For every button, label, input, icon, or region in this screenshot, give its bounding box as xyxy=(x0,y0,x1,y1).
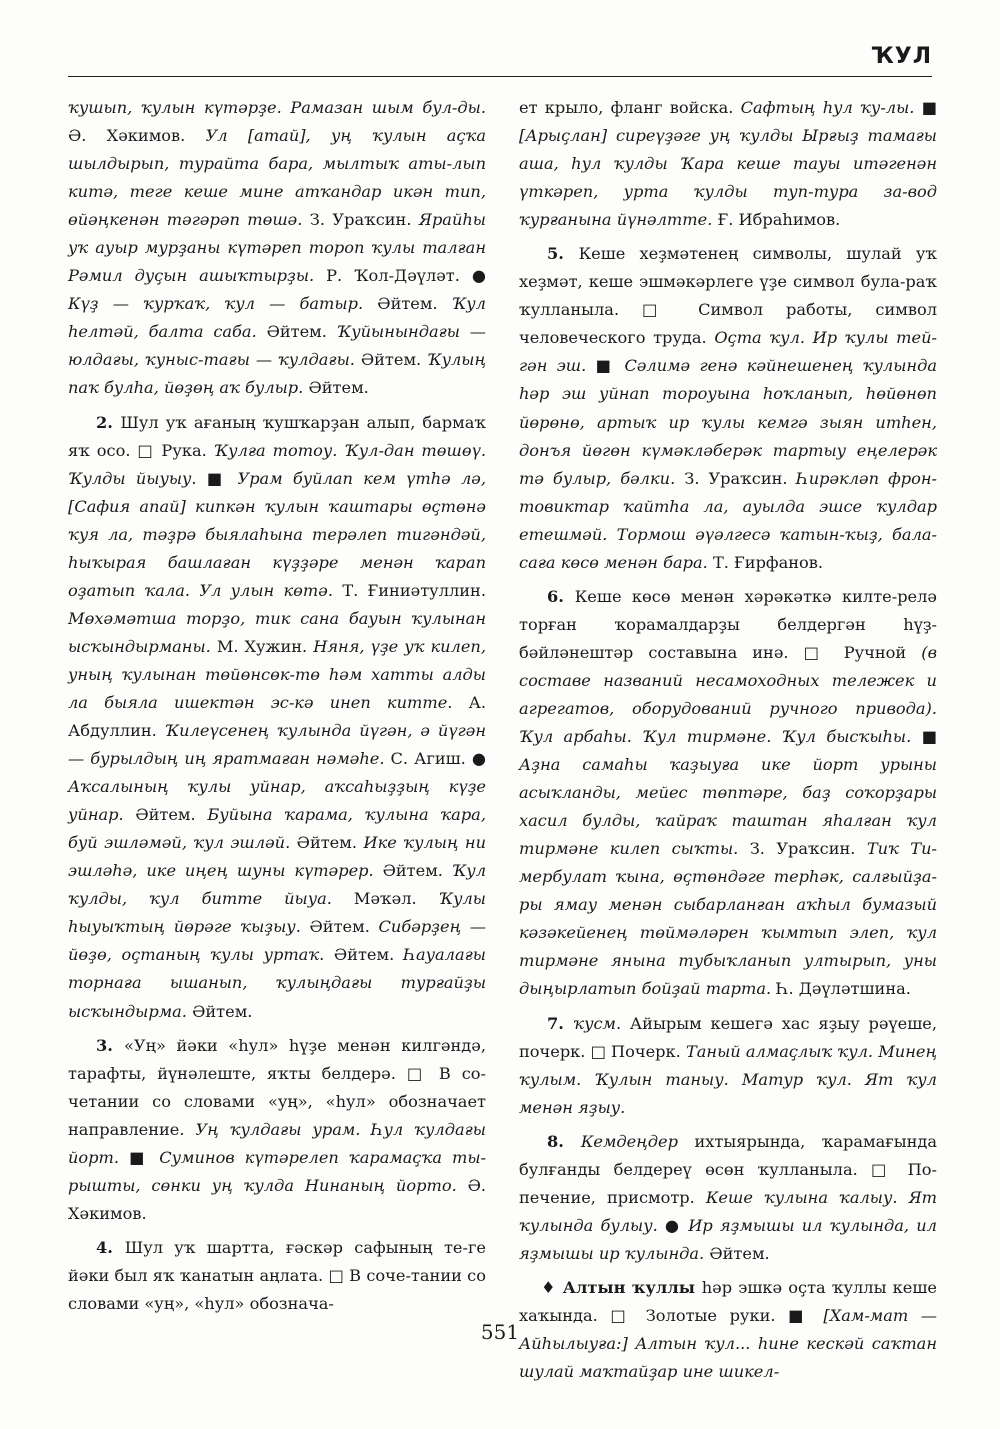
example-text: Кемдеңдер xyxy=(580,1131,678,1151)
sense-number: Алтын ҡуллы xyxy=(562,1277,695,1297)
dictionary-paragraph xyxy=(519,94,937,234)
definition-text: З. Ураҡсин. xyxy=(749,839,856,859)
definition-text: Ә. Хәкимов. xyxy=(68,126,186,146)
definition-text: Т. Ғирфанов. xyxy=(712,552,824,572)
example-text: Суминов күтәрелеп ҡарамаҫҡа ты-рышты, сөнки уң ҡулда Нинаның йорто. xyxy=(68,1147,487,1195)
definition-text: ■ xyxy=(921,727,937,747)
example-text: Ҡулың паҡ булһа, йөҙөң аҡ булыр. xyxy=(68,350,487,398)
example-text: Һауалағы торнаға ышанып, ҡулыңдағы турғайҙы ысҡындырма. xyxy=(68,945,486,1021)
example-text: Няня, үҙе уҡ килеп, уның ҡулынан төйөнсөк-тө һәм хатты алды ла быяла ишектән эс-кә инеп китте. xyxy=(68,636,487,712)
definition-text: З. Ураҡсин. xyxy=(309,210,412,230)
page-number: 551 xyxy=(480,1320,520,1344)
example-text: [Хам-мат — Айһылыуға:] Алтын ҡул... һине кескәй саҡтан шулай маҡтайҙар ине шикел- xyxy=(519,1305,937,1382)
example-text: Ҡуйынындағы — юлдағы, ҡуныс-тағы — ҡулдағы. xyxy=(68,322,486,370)
example-text: Мөхәмәтша торҙо, тик сана бауын ҡулынан ысҡындырманы. xyxy=(68,608,486,656)
example-text: Сибәрҙең — йөҙө, оҫтаның ҡулы уртаҡ. xyxy=(68,917,486,965)
example-text: Буйына ҡарама, ҡулына ҡара, буй эшләмәй, ҡул эшләй. xyxy=(68,805,486,853)
definition-text: Ә. Хәкимов. xyxy=(68,1175,486,1223)
definition-text: А. Абдуллин. xyxy=(68,692,486,741)
definition-text: ет крыло, фланг войска. xyxy=(519,98,734,117)
definition-text: С. Агиш. ● xyxy=(390,749,486,769)
example-text: Ҡилеүсенең ҡулында йүгән, ә йүгән — бурылдың иң яратмаған нәмәһе. xyxy=(68,721,486,769)
example-text: Таный алмаҫлыҡ ҡул. Минең ҡулым. Ҡулын таныу. Матур ҡул. Ят ҡул менән яҙыу. xyxy=(519,1041,937,1117)
definition-text: ихтыярында, ҡарамағында булғанды белдереү өсөн ҡулланыла. □ По-печение, присмотр. xyxy=(519,1131,938,1207)
sense-number: 3. xyxy=(96,1035,113,1055)
example-text: (в составе названий несамоходных тележек и агрегатов, оборудований ручного привода). xyxy=(519,642,937,718)
example-text: Сәлимә генә кәйнешенең ҡулында һәр эш уйнап тороуына һоҡланып, һөйөнөп йөрөнө, артыҡ ир ҡулы кемгә зыян итһен, донъя йөгөн күмәкләберәк тартыу еңелерәк тә булыр, бәлки. xyxy=(519,356,937,488)
definition-text: Һ. Дәүләтшина. xyxy=(776,979,911,999)
definition-text: Т. Ғиниәтуллин. xyxy=(342,580,486,600)
example-text: Аҙна самаһы ҡаҙыуға ике йорт урыны асыҡланды, мейес төптәре, баҙ соҡорҙары хасил булды, ҡайраҡ таштан яһалған ҡул тирмәне килеп сыҡты. xyxy=(519,755,937,859)
example-text: Кеше ҡулына ҡалыу. Ят ҡулында булыу. xyxy=(519,1187,937,1235)
left-column xyxy=(68,94,486,1324)
example-text: Ҡулға тотоу. Ҡул-дан төшөү. Ҡулды йыуыу. xyxy=(68,440,486,488)
example-text: Ярайһы уҡ ауыр мурҙаны күтәреп тороп ҡулы талған Рәмил дуҫын ашыҡтырҙы. xyxy=(68,210,486,286)
dictionary-paragraph xyxy=(68,1032,486,1228)
example-text: Урам буйлап кем үтһә лә, [Сафия апай] кипкән ҡулын ҡаштары өҫтөнә ҡуя ла, тәҙрә быялаһына терәлеп тигәндәй, һыҡырая башлаған күҙҙәре менән ҡарап оҙатып ҡала. Ул улын көтә. xyxy=(68,468,487,600)
definition-text: Әйтем. xyxy=(266,322,327,342)
definition-text: ■ xyxy=(129,1147,150,1167)
dictionary-paragraph xyxy=(519,1128,937,1268)
dictionary-paragraph xyxy=(68,409,486,1026)
definition-text: Айырым кешегә хас яҙыу рәүеше, почерк. □ Почерк. xyxy=(519,1013,937,1061)
example-text: Аҡсалының ҡулы уйнар, аҡсаһыҙҙың күҙе уйнар. xyxy=(68,777,486,825)
definition-text: Әйтем. xyxy=(296,833,358,853)
example-text: Тиҡ Ти-мербулат ҡына, өҫтөндәге терһәк, салғыйҙа-ры ямау менән сыбарланған аҡһыл бумазый кәзәкейенең төймәләрен ҡымтып элеп, ҡул тирмәне янына тубыҡланып ултырып, уны дыңырлатып бойҙай тарта. xyxy=(519,839,937,999)
definition-text: Р. Ҡол-Дәүләт. ● xyxy=(326,266,486,286)
example-text: Оҫта ҡул. Ир ҡулы тей-гән эш. xyxy=(519,328,937,376)
dictionary-paragraph xyxy=(68,1234,486,1318)
definition-text: Әйтем. xyxy=(709,1243,770,1263)
example-text: Ике ҡулың ни эшләһә, ике иңең шуны күтәрер. xyxy=(68,833,487,881)
definition-text: Мәҡәл. xyxy=(353,889,417,909)
example-text: Ҡулы һыуыҡтың йөрәге ҡыҙыу. xyxy=(68,889,486,937)
dictionary-paragraph xyxy=(519,240,937,577)
definition-text: «Уң» йәки «һул» һүҙе менән килгәндә, тарафты, йүнәлеште, яҡты белдерә. □ В со-четании со словами «уң», «һул» обозначает направление. xyxy=(68,1035,486,1139)
example-text: [Арыҫлан] сиреүҙәге уң ҡулды Ырғыҙ тамағы аша, һул ҡулды Ҡара кеше тауы итәгенән үткәреп, урта ҡулды туп-тура за-вод ҡурғанына йүнәлтте. xyxy=(519,126,937,230)
sense-number: 4. xyxy=(96,1237,113,1257)
definition-text: Әйтем. xyxy=(308,378,369,398)
definition-text: Кеше көсө менән хәрәкәткә килте-релә торған ҡорамалдарҙы белдергән һүҙ-бәйләнештәр составына инә. □ Ручной xyxy=(519,586,938,662)
example-text: Күҙ — ҡурҡаҡ, ҡул — батыр. xyxy=(68,294,364,314)
running-head: ҠУЛ xyxy=(871,44,932,69)
sense-number: 6. xyxy=(547,586,564,606)
definition-text: ● xyxy=(664,1215,682,1235)
example-text: ҡусм. xyxy=(573,1013,622,1033)
definition-text: М. Хужин. xyxy=(216,636,308,656)
definition-text: Әйтем. xyxy=(135,805,196,825)
sense-number: 5. xyxy=(547,244,564,264)
sense-number: 8. xyxy=(547,1131,564,1151)
definition-text: һәр эшкә оҫта ҡуллы кеше хаҡында. □ Золотые руки. ■ xyxy=(519,1277,937,1325)
definition-text: Ғ. Ибраһимов. xyxy=(717,210,841,230)
definition-text: З. Ураҡсин. xyxy=(684,468,788,488)
definition-text: Кеше хеҙмәтенең символы, шулай уҡ хеҙмәт, кеше эшмәкәрлеге үҙе символ була-раҡ ҡулланыла. □ Символ работы, символ человеческого труда. xyxy=(519,244,937,348)
definition-text: Әйтем. xyxy=(360,350,422,370)
sense-number: 2. xyxy=(96,412,113,432)
definition-text: ♦ xyxy=(541,1277,557,1297)
definition-text: Шул уҡ шартта, ғәскәр сафының те-ге йәки был яҡ ҡанатын аңлата. □ В соче-тании со словами «уң», «һул» обознача- xyxy=(68,1237,487,1313)
definition-text: ■ xyxy=(595,356,616,376)
definition-text: Әйтем. xyxy=(192,1001,253,1021)
example-text: Ҡул арбаһы. Ҡул тирмәне. Ҡул бысҡыһы. xyxy=(519,727,912,747)
dictionary-paragraph xyxy=(519,1010,937,1122)
example-text: Ҡул һелтәй, балта саба. xyxy=(68,294,486,342)
definition-text: ■ xyxy=(921,98,938,117)
definition-text: Шул уҡ ағаның ҡушҡарҙан алып, бармаҡ яҡ осо. □ Рука. xyxy=(68,412,486,460)
example-text: Ул [атай], уң ҡулын аҫҡа шылдырып, турайта бара, мылтыҡ аты-лып китә, теге кеше мине атҡандар икән тип, өйәңкенән тәгәрәп төшә. xyxy=(68,126,486,230)
definition-text: Әйтем. xyxy=(382,861,443,881)
dictionary-paragraph xyxy=(519,583,937,1004)
definition-text: ■ xyxy=(206,468,228,488)
sense-number: 7. xyxy=(547,1013,564,1033)
definition-text: Әйтем. xyxy=(333,945,395,965)
page-header xyxy=(68,38,932,77)
example-text: Һирәкләп фрон-товиктар ҡайтһа ла, ауылда эшсе ҡулдар етешмәй. Тормош әүәлгесә ҡатын-ҡыҙ, бала-саға көсө менән бара. xyxy=(519,468,937,572)
dictionary-paragraph xyxy=(68,94,486,403)
example-text: Ир яҙмышы ил ҡулында, ил яҙмышы ир ҡулында. xyxy=(519,1215,937,1263)
example-text: Уң ҡулдағы урам. Һул ҡулдағы йорт. xyxy=(68,1119,486,1167)
definition-text: Әйтем. xyxy=(309,917,370,937)
example-text: Сафтың һул ҡу-лы. xyxy=(740,98,915,117)
definition-text: Әйтем. xyxy=(377,294,438,314)
example-text: ҡушып, ҡулын күтәрҙе. Рамазан шым бул-ды. xyxy=(68,98,486,117)
example-text: Ҡул ҡулды, ҡул битте йыуа. xyxy=(68,861,486,909)
right-column xyxy=(519,94,937,1392)
